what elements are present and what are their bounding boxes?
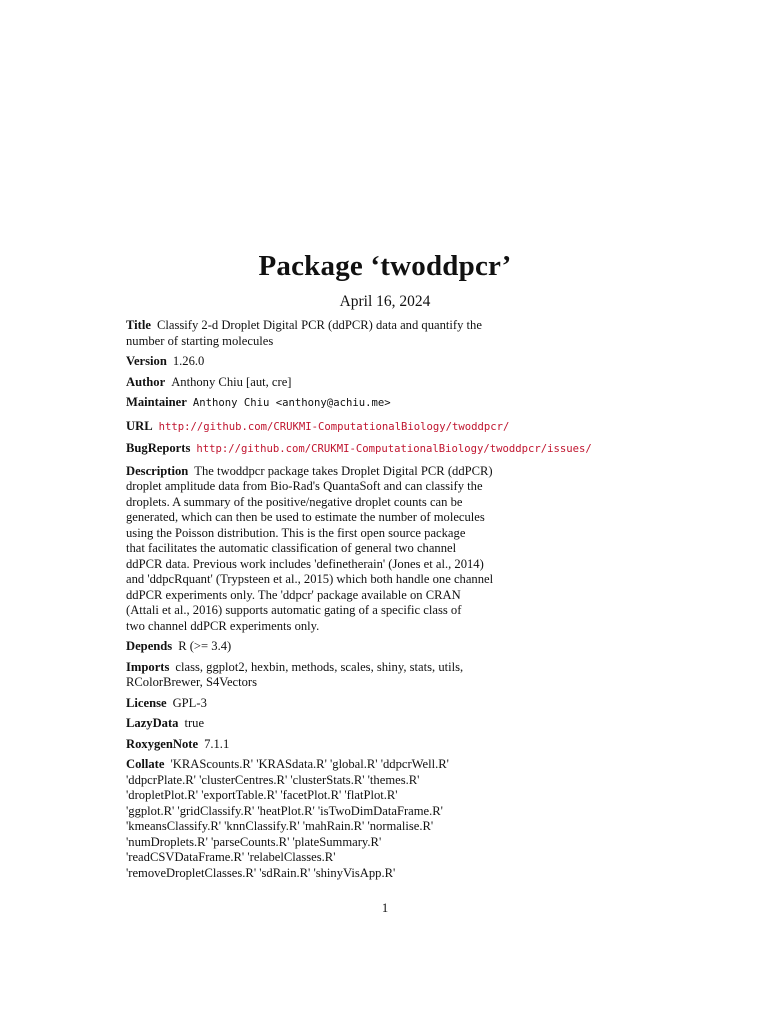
field-value-line: The twoddpcr package takes Droplet Digital PCR (ddPCR) — [194, 463, 493, 478]
field-key: Collate — [126, 757, 165, 771]
document-date: April 16, 2024 — [339, 293, 431, 310]
field-value-line: ddPCR experiments only. The 'ddpcr' package available on CRAN — [126, 587, 461, 602]
field-roxygennote — [126, 737, 646, 753]
field-value-line: 'ggplot.R' 'gridClassify.R' 'heatPlot.R' 'isTwoDimDataFrame.R' — [126, 803, 443, 818]
field-value: 1.26.0 — [172, 354, 205, 368]
field-value-line: 'removeDropletClasses.R' 'sdRain.R' 'shinyVisApp.R' — [126, 865, 396, 880]
field-value-line: ddPCR data. Previous work includes 'definetherain' (Jones et al., 2014) — [126, 556, 484, 571]
field-value-line: Classify 2-d Droplet Digital PCR (ddPCR) data and quantify the — [156, 318, 482, 332]
field-key: Author — [126, 374, 166, 389]
field-value-line: 'dropletPlot.R' 'exportTable.R' 'facetPlot.R' 'flatPlot.R' — [126, 788, 398, 802]
field-key: License — [126, 695, 167, 710]
field-collate — [126, 757, 646, 881]
field-url — [126, 419, 646, 436]
field-version — [126, 354, 646, 370]
field-imports — [126, 660, 646, 691]
field-value: GPL-3 — [172, 695, 207, 710]
field-value-line: two channel ddPCR experiments only. — [126, 618, 320, 633]
field-value-line: 'ddpcrPlate.R' 'clusterCentres.R' 'clusterStats.R' 'themes.R' — [126, 772, 420, 787]
field-value-line: droplets. A summary of the positive/negative droplet counts can be — [126, 494, 463, 509]
field-lazydata — [126, 716, 646, 732]
field-title — [126, 318, 646, 349]
field-key: Title — [126, 318, 151, 332]
field-value-line: generated, which can then be used to estimate the number of molecules — [126, 510, 485, 524]
field-value-line: RColorBrewer, S4Vectors — [126, 675, 258, 689]
field-value-line: (Attali et al., 2016) supports automatic gating of a specific class of — [126, 603, 462, 617]
field-value-line: 'readCSVDataFrame.R' 'relabelClasses.R' — [126, 850, 336, 864]
field-value-line: 'numDroplets.R' 'parseCounts.R' 'plateSummary.R' — [126, 834, 382, 849]
field-depends — [126, 639, 646, 655]
field-key: Depends — [126, 639, 173, 653]
field-key: RoxygenNote — [126, 736, 199, 751]
field-value: R (>= 3.4) — [178, 639, 232, 653]
field-value-line: and 'ddpcRquant' (Trypsteen et al., 2015) which both handle one channel — [126, 572, 494, 586]
field-value-line: that facilitates the automatic classification of general two channel — [126, 541, 457, 555]
field-key: LazyData — [126, 716, 179, 730]
field-key: Imports — [126, 659, 170, 674]
field-key: Maintainer — [126, 395, 187, 409]
field-value: Anthony Chiu [aut, cre] — [171, 374, 292, 389]
field-key: URL — [126, 418, 153, 433]
field-bugreports — [126, 441, 646, 458]
field-license — [126, 696, 646, 712]
field-value-line: using the Poisson distribution. This is the first open source package — [126, 525, 466, 540]
page-number: 1 — [381, 901, 389, 915]
field-value: Anthony Chiu <anthony@achiu.me> — [192, 397, 391, 409]
field-value-line: 'KRAScounts.R' 'KRASdata.R' 'global.R' 'ddpcrWell.R' — [170, 757, 449, 771]
field-value-line: number of starting molecules — [126, 333, 274, 348]
field-key: Version — [126, 354, 167, 368]
field-key: Description — [126, 463, 189, 478]
field-key: BugReports — [126, 441, 191, 455]
field-value: 7.1.1 — [204, 736, 230, 751]
page-title: Package ‘twoddpcr’ — [258, 250, 512, 282]
url-link[interactable]: http://github.com/CRUKMI-ComputationalBiology/twoddpcr/ — [158, 420, 510, 433]
field-author — [126, 375, 646, 391]
field-description — [126, 464, 646, 635]
field-value-line: 'kmeansClassify.R' 'knnClassify.R' 'mahRain.R' 'normalise.R' — [126, 819, 434, 833]
field-maintainer — [126, 395, 646, 412]
field-value-line: class, ggplot2, hexbin, methods, scales, shiny, stats, utils, — [175, 659, 464, 674]
field-value: true — [184, 716, 205, 730]
bugreports-link[interactable]: http://github.com/CRUKMI-ComputationalBiology/twoddpcr/issues/ — [196, 443, 592, 455]
field-value-line: droplet amplitude data from Bio-Rad's QuantaSoft and can classify the — [126, 479, 483, 493]
description-fields — [126, 318, 646, 886]
